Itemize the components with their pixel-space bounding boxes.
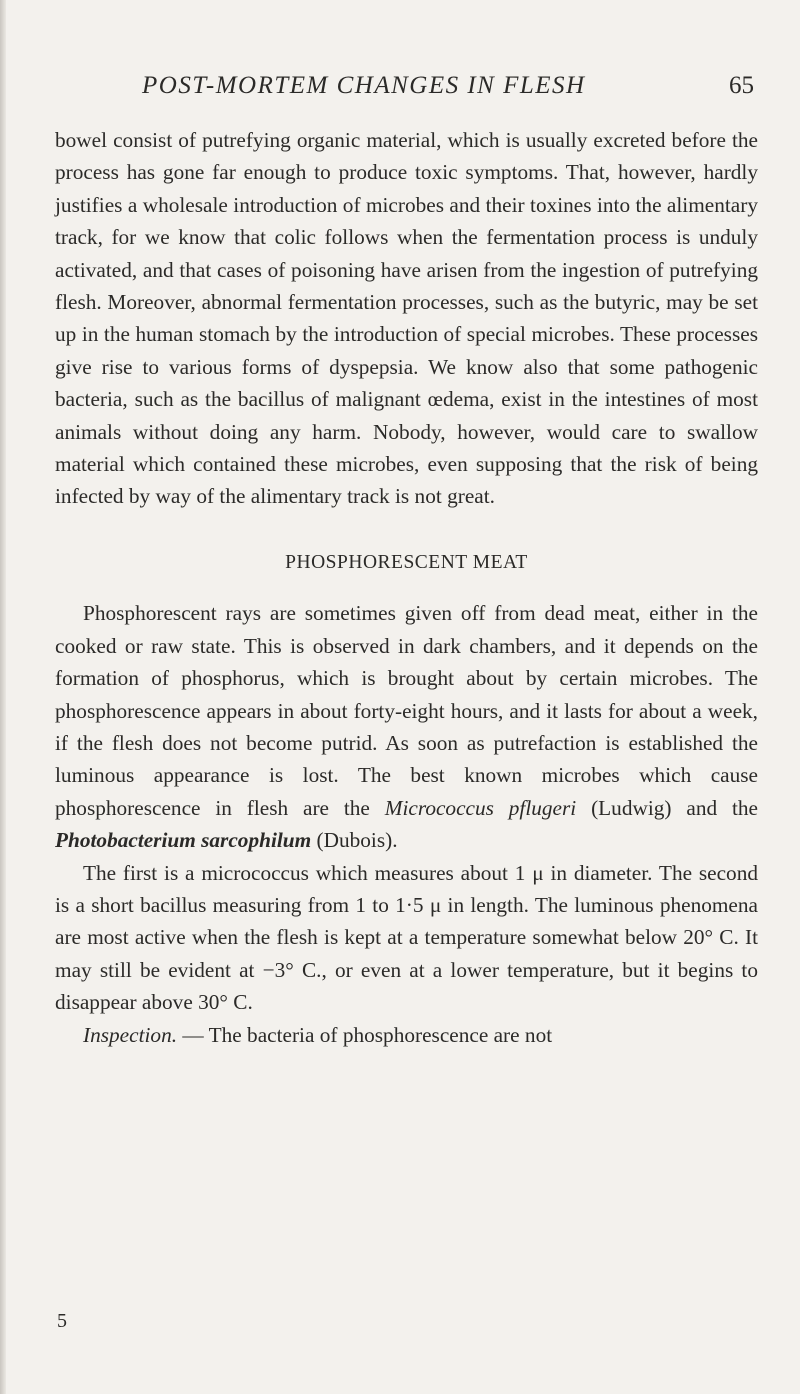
body-text	[55, 124, 758, 1051]
page-edge	[0, 0, 6, 1394]
running-head-title: POST-MORTEM CHANGES IN FLESH	[142, 72, 586, 99]
species-name-micrococcus: Micrococcus pflugeri	[384, 795, 577, 820]
page-number: 65	[729, 72, 754, 99]
paragraph-text: (Dubois).	[311, 828, 398, 853]
species-name-photobacterium: Photobacterium sarcophilum	[55, 828, 312, 853]
paragraph-text: (Ludwig) and the	[576, 795, 758, 820]
paragraph-phosphorescence	[55, 597, 758, 856]
paragraph-text: — The bacteria of phosphorescence are not	[177, 1022, 553, 1047]
running-head	[142, 72, 754, 112]
inspection-label: Inspection.	[83, 1022, 178, 1047]
paragraph-continued: bowel consist of putrefying organic material, which is usually excreted before the process has gone far enough to produce toxic symptoms. That, however, hardly justifies a wholesale introduction of microbes and their toxines into the alimentary track, for we know that colic follows when the fermentation process is unduly activated, and that cases of poisoning have arisen from the ingestion of putrefying flesh. Moreover, abnormal fermentation processes, such as the butyric, may be set up in the human stomach by the introduction of special microbes. These processes give rise to various forms of dyspepsia. We know also that some pathogenic bacteria, such as the bacillus of malignant œdema, exist in the intestines of most animals without doing any harm. Nobody, however, would care to swallow material which contained these microbes, even supposing that the risk of being infected by way of the alimentary track is not great.	[55, 128, 758, 509]
signature-mark: 5	[57, 1310, 67, 1332]
paragraph-measurements: The first is a micrococcus which measures about 1 μ in diameter. The second is a short bacillus measuring from 1 to 1·5 μ in length. The luminous phenomena are most active when the flesh is kept at a temperature somewhat below 20° C. It may still be evident at −3° C., or even at a lower temperature, but it begins to disappear above 30° C.	[55, 860, 758, 1015]
paragraph-text: Phosphorescent rays are sometimes given off from dead meat, either in the cooked or raw state. This is observed in dark chambers, and it depends on the formation of phosphorus, which is brought about by certain microbes. The phosphorescence appears in about forty-eight hours, and it lasts for about a week, if the flesh does not become putrid. As soon as putrefaction is established the luminous appearance is lost. The best known microbes which cause phosphorescence in flesh are the	[55, 601, 758, 820]
paragraph-inspection	[55, 1019, 758, 1051]
section-heading: PHOSPHORESCENT MEAT	[285, 551, 528, 573]
